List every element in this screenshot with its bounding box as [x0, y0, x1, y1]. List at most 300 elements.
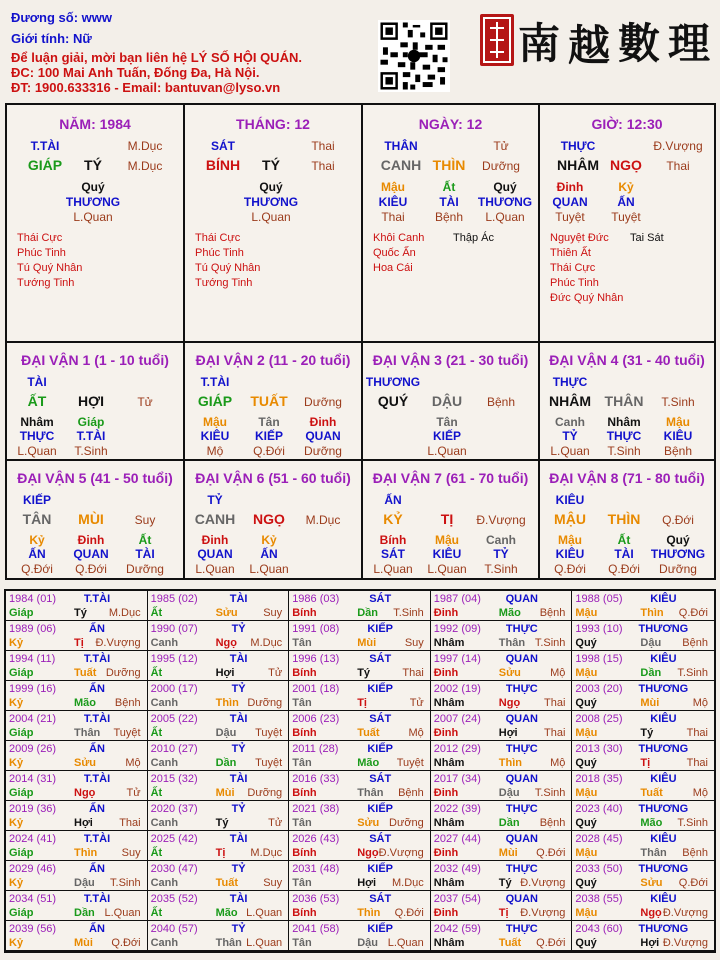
year-stage: Q.Đới: [111, 937, 141, 949]
year-label: 1984 (01): [9, 593, 57, 605]
luck-period-cell: [363, 461, 540, 578]
pillar-top-star: THỰC: [560, 139, 596, 153]
year-stem: Kỷ: [9, 817, 24, 829]
luck-branch: DẬU: [431, 393, 463, 409]
special-star: Tú Quý Nhân: [195, 262, 261, 274]
year-stage: Tử: [126, 787, 141, 799]
year-label: 1993 (10): [575, 623, 623, 635]
phone-email-line[interactable]: ĐT: 1900.633316 - Email: bantuvan@lyso.vn: [11, 80, 281, 95]
year-branch: Dậu: [74, 877, 95, 889]
year-cell: [572, 921, 714, 951]
year-stage: L.Quan: [387, 937, 424, 949]
year-label: 2040 (57): [150, 923, 198, 935]
special-star: Hoa Cái: [373, 262, 413, 274]
year-star: KIẾP: [367, 623, 394, 635]
year-cell: [572, 651, 714, 681]
year-stage: Đ.Vượng: [662, 907, 708, 919]
year-stage: Tử: [268, 817, 283, 829]
year-cell: [431, 711, 573, 741]
year-branch: Mùi: [357, 637, 377, 649]
year-cell: [572, 711, 714, 741]
year-star: TỶ: [231, 923, 246, 935]
year-label: 2039 (56): [9, 923, 57, 935]
year-star: KIẾP: [367, 683, 394, 695]
year-label: 2034 (51): [9, 893, 57, 905]
year-branch: Thìn: [640, 607, 664, 619]
owner-line: Đương số: www: [11, 10, 112, 25]
hidden-stem: Ất: [442, 180, 456, 194]
year-star: ẤN: [89, 743, 105, 755]
pillar-column: [185, 105, 363, 341]
special-star: Phúc Tinh: [195, 247, 244, 259]
year-cell: [6, 621, 148, 651]
year-stem: Canh: [150, 757, 179, 769]
year-branch: Ngọ: [498, 697, 521, 709]
year-star: KIÊU: [650, 653, 677, 665]
year-stage: L.Quan: [246, 937, 283, 949]
year-stem: Canh: [150, 937, 179, 949]
luck-stem: ẤT: [27, 393, 47, 409]
pillar-column: [7, 105, 185, 341]
year-cell: [572, 861, 714, 891]
year-label: 1990 (07): [150, 623, 198, 635]
year-stem: Mậu: [575, 787, 598, 799]
year-stage: Đ.Vượng: [95, 637, 141, 649]
year-branch: Hợi: [640, 937, 660, 949]
year-stage: Thai: [119, 817, 141, 829]
year-stage: Tuyệt: [113, 727, 141, 739]
year-cell: [148, 861, 290, 891]
luck-hidden-stage: Dưỡng: [304, 444, 342, 458]
luck-hidden-stem: Đinh: [201, 533, 229, 547]
year-stem: Kỷ: [9, 697, 24, 709]
year-star: THƯƠNG: [638, 863, 689, 875]
luck-hidden-stem: Nhâm: [607, 415, 641, 429]
luck-stem: GIÁP: [197, 393, 233, 409]
hidden-stage: Bệnh: [434, 210, 464, 224]
year-stem: Nhâm: [433, 757, 465, 769]
pillar-branch: THÌN: [432, 157, 466, 173]
year-star: T.TÀI: [83, 773, 111, 785]
year-cell: [289, 621, 431, 651]
year-branch: Tị: [498, 907, 509, 919]
year-cell: [6, 861, 148, 891]
year-label: 2010 (27): [150, 743, 198, 755]
year-stem: Mậu: [575, 667, 598, 679]
year-cell: [431, 891, 573, 921]
year-stage: Bệnh: [539, 817, 566, 829]
year-star: SÁT: [369, 893, 392, 905]
year-cell: [431, 591, 573, 621]
year-cell: [572, 891, 714, 921]
year-stage: M.Dục: [250, 637, 283, 649]
year-stage: Thai: [543, 727, 566, 739]
luck-hidden-star: THỰC: [19, 429, 55, 443]
year-star: KIẾP: [367, 863, 394, 875]
year-star: T.TÀI: [83, 653, 111, 665]
year-star: TỶ: [231, 623, 246, 635]
luck-hidden-star: ẤN: [260, 547, 278, 561]
year-cell: [289, 921, 431, 951]
year-cell: [289, 801, 431, 831]
year-stage: Đ.Vượng: [520, 907, 566, 919]
year-cell: [148, 681, 290, 711]
year-stage: Tuyệt: [255, 757, 283, 769]
year-stage: Mộ: [692, 787, 708, 799]
year-stage: Tuyệt: [396, 757, 424, 769]
luck-hidden-star: TỶ: [562, 429, 578, 443]
year-branch: Mão: [357, 757, 380, 769]
year-label: 2020 (37): [150, 803, 198, 815]
special-star: Nguyệt Đức: [550, 232, 609, 244]
pillar-stage: Thai: [666, 159, 690, 173]
year-stage: Bệnh: [539, 607, 566, 619]
year-label: 2024 (41): [9, 833, 57, 845]
year-cell: [431, 621, 573, 651]
luck-stem: QUÝ: [377, 393, 409, 409]
pillar-top-star: THÂN: [384, 139, 418, 153]
year-branch: Hợi: [498, 727, 518, 739]
year-branch: Thìn: [215, 697, 239, 709]
luck-stem: MẬU: [554, 511, 586, 527]
year-star: THỰC: [505, 803, 538, 815]
year-star: TÀI: [229, 893, 248, 905]
year-cell: [431, 801, 573, 831]
pillar-top-stage: Thai: [311, 139, 335, 153]
year-branch: Hợi: [74, 817, 93, 829]
luck-period-title: ĐẠI VẬN 4 (31 - 40 tuổi): [549, 352, 705, 368]
luck-period-cell: [363, 343, 540, 461]
luck-star: TÀI: [27, 375, 47, 389]
year-stage: Q.Đới: [678, 607, 708, 619]
year-branch: Thân: [74, 727, 101, 739]
year-branch: Tuất: [498, 937, 522, 949]
luck-stage: T.Sinh: [661, 395, 695, 409]
year-stage: Mộ: [550, 757, 566, 769]
year-star: T.TÀI: [83, 713, 111, 725]
year-cell: [6, 801, 148, 831]
year-cell: [6, 831, 148, 861]
year-stem: Ất: [150, 787, 163, 799]
luck-hidden-star: QUAN: [305, 429, 341, 443]
pillar-title: NĂM: 1984: [59, 116, 131, 132]
year-stage: T.Sinh: [534, 787, 566, 799]
year-cell: [148, 921, 290, 951]
year-cell: [289, 591, 431, 621]
year-cell: [148, 621, 290, 651]
year-cell: [289, 891, 431, 921]
year-branch: Sửu: [640, 877, 663, 889]
year-label: 2014 (31): [9, 773, 57, 785]
year-label: 1992 (09): [433, 623, 481, 635]
annual-years-table: [4, 589, 716, 953]
hidden-stem: Mậu: [381, 180, 405, 194]
year-star: THỰC: [505, 683, 538, 695]
luck-stage: Suy: [134, 513, 156, 527]
year-branch: Dần: [215, 757, 237, 769]
luck-stem: NHÂM: [549, 393, 591, 409]
year-stem: Ất: [150, 907, 163, 919]
year-branch: Mùi: [640, 697, 660, 709]
year-star: THỰC: [505, 923, 538, 935]
year-cell: [289, 651, 431, 681]
year-branch: Tuất: [215, 877, 238, 889]
year-branch: Ngọ: [74, 787, 96, 799]
luck-hidden-stem: Đinh: [77, 533, 105, 547]
luck-hidden-stage: L.Quan: [195, 562, 235, 576]
year-branch: Tý: [74, 607, 87, 619]
pillar-top-stage: Đ.Vượng: [653, 139, 703, 153]
year-star: QUAN: [505, 653, 538, 665]
year-cell: [6, 741, 148, 771]
luck-period-cell: [540, 461, 714, 578]
hidden-stem: Kỷ: [618, 180, 634, 194]
year-star: SÁT: [369, 713, 392, 725]
hidden-stage: L.Quan: [73, 210, 113, 224]
special-star-right: Thập Ác: [453, 232, 494, 244]
year-cell: [289, 741, 431, 771]
year-star: KIÊU: [650, 893, 677, 905]
year-cell: [431, 741, 573, 771]
year-branch: Mùi: [498, 847, 518, 859]
pillar-stem: NHÂM: [557, 157, 599, 173]
year-star: KIÊU: [650, 593, 677, 605]
year-label: 2026 (43): [292, 833, 340, 845]
luck-hidden-stage: Q.Đới: [608, 562, 640, 576]
year-stem: Bính: [292, 607, 317, 619]
luck-stage: Bệnh: [486, 395, 516, 409]
year-label: 2006 (23): [292, 713, 340, 725]
luck-hidden-stage: L.Quan: [427, 444, 467, 458]
luck-hidden-star: THỰC: [606, 429, 642, 443]
hidden-stem: Quý: [81, 180, 105, 194]
luck-hidden-stage: Dưỡng: [659, 562, 697, 576]
year-stage: Q.Đới: [536, 937, 566, 949]
year-label: 2043 (60): [575, 923, 623, 935]
year-branch: Tuất: [640, 787, 663, 799]
luck-hidden-stem: Ất: [138, 533, 152, 547]
year-stage: Mộ: [408, 727, 424, 739]
year-star: ẤN: [89, 623, 105, 635]
year-stem: Bính: [292, 907, 317, 919]
year-stem: Kỷ: [9, 757, 24, 769]
special-star: Thái Cực: [195, 232, 241, 244]
year-star: KIÊU: [650, 773, 677, 785]
hidden-star: TÀI: [439, 195, 459, 209]
year-cell: [6, 891, 148, 921]
year-cell: [431, 831, 573, 861]
year-stage: Đ.Vượng: [520, 877, 566, 889]
year-stem: Quý: [575, 637, 597, 649]
year-stem: Tân: [292, 937, 312, 949]
year-label: 2001 (18): [292, 683, 340, 695]
year-cell: [148, 711, 290, 741]
year-star: THƯƠNG: [638, 623, 689, 635]
year-stem: Tân: [292, 877, 312, 889]
year-star: THƯƠNG: [638, 923, 689, 935]
luck-hidden-stem: Mậu: [435, 533, 459, 547]
year-branch: Dậu: [357, 937, 378, 949]
luck-period-title: ĐẠI VẬN 6 (51 - 60 tuổi): [195, 470, 351, 486]
year-stage: Q.Đới: [394, 907, 424, 919]
year-stage: Bệnh: [398, 787, 424, 799]
year-stem: Ất: [150, 727, 163, 739]
luck-hidden-stage: Q.Đới: [253, 444, 285, 458]
year-branch: Mão: [74, 697, 96, 709]
pillar-title: THÁNG: 12: [236, 116, 310, 132]
year-branch: Thìn: [498, 757, 523, 769]
year-stem: Kỷ: [9, 937, 24, 949]
special-star: Phúc Tinh: [550, 277, 599, 289]
year-stem: Mậu: [575, 727, 598, 739]
year-cell: [289, 681, 431, 711]
hidden-stage: L.Quan: [251, 210, 291, 224]
year-label: 2037 (54): [433, 893, 481, 905]
year-stem: Tân: [292, 817, 312, 829]
year-cell: [572, 801, 714, 831]
luck-stage: M.Dục: [305, 513, 341, 527]
year-branch: Dần: [357, 607, 378, 619]
year-stage: T.Sinh: [677, 667, 708, 679]
luck-hidden-stage: T.Sinh: [484, 562, 518, 576]
luck-branch: HỢI: [78, 393, 104, 409]
luck-hidden-stage: L.Quan: [17, 444, 57, 458]
year-cell: [431, 861, 573, 891]
luck-hidden-stem: Mậu: [666, 415, 690, 429]
year-label: 2003 (20): [575, 683, 623, 695]
year-star: ẤN: [89, 683, 105, 695]
year-stem: Đinh: [433, 607, 459, 619]
svg-text:理: 理: [668, 19, 711, 68]
luck-hidden-star: TÀI: [614, 547, 634, 561]
qr-code-icon: [378, 20, 450, 92]
year-stage: T.Sinh: [110, 877, 141, 889]
pillar-branch: NGỌ: [610, 157, 642, 173]
year-branch: Dậu: [215, 727, 237, 739]
luck-hidden-star: KIẾP: [254, 429, 283, 443]
year-stem: Đinh: [433, 727, 459, 739]
luck-hidden-stage: T.Sinh: [607, 444, 641, 458]
luck-period-title: ĐẠI VẬN 3 (21 - 30 tuổi): [372, 352, 529, 368]
year-label: 2008 (25): [575, 713, 623, 725]
year-stage: Bệnh: [682, 637, 708, 649]
hidden-stem: Quý: [259, 180, 283, 194]
year-stem: Đinh: [433, 907, 459, 919]
year-label: 2041 (58): [292, 923, 340, 935]
luck-hidden-stage: Q.Đới: [75, 562, 107, 576]
luck-star: THƯƠNG: [365, 375, 421, 389]
year-branch: Tị: [215, 847, 226, 859]
year-branch: Thân: [357, 787, 384, 799]
year-stem: Canh: [150, 637, 179, 649]
pillar-top-star: SÁT: [211, 139, 235, 153]
year-cell: [6, 711, 148, 741]
year-label: 2017 (34): [433, 773, 481, 785]
luck-star: KIẾP: [22, 493, 51, 507]
pillar-top-stage: Tử: [493, 139, 509, 153]
year-star: SÁT: [369, 773, 392, 785]
year-branch: Dậu: [640, 637, 662, 649]
luck-star: THỰC: [552, 375, 588, 389]
year-label: 2000 (17): [150, 683, 198, 695]
year-star: TÀI: [229, 653, 248, 665]
year-star: QUAN: [505, 833, 538, 845]
luck-hidden-stem: Đinh: [309, 415, 337, 429]
year-stem: Quý: [575, 757, 597, 769]
gender-line: Giới tính: Nữ: [11, 31, 92, 46]
year-label: 2029 (46): [9, 863, 57, 875]
year-stem: Quý: [575, 937, 597, 949]
year-label: 2004 (21): [9, 713, 57, 725]
year-branch: Tý: [357, 667, 371, 679]
year-stem: Bính: [292, 787, 317, 799]
year-label: 1999 (16): [9, 683, 57, 695]
pillar-top-stage: M.Dục: [127, 139, 163, 153]
special-star: Khôi Canh: [373, 232, 425, 244]
year-star: ẤN: [89, 923, 105, 935]
year-stem: Canh: [150, 877, 179, 889]
year-label: 2015 (32): [150, 773, 198, 785]
year-label: 2030 (47): [150, 863, 198, 875]
year-star: TỶ: [231, 863, 246, 875]
pillar-stage: Dưỡng: [482, 159, 520, 173]
year-stem: Giáp: [9, 607, 34, 619]
year-label: 2007 (24): [433, 713, 481, 725]
luck-branch: TỊ: [440, 511, 454, 527]
luck-hidden-stem: Ất: [617, 533, 631, 547]
special-star: Thái Cực: [550, 262, 596, 274]
year-cell: [6, 651, 148, 681]
luck-hidden-stem: Mậu: [203, 415, 227, 429]
year-star: ẤN: [89, 863, 105, 875]
luck-hidden-stem: Quý: [666, 533, 690, 547]
year-branch: Sửu: [215, 607, 238, 619]
year-cell: [289, 861, 431, 891]
luck-hidden-stage: Q.Đới: [554, 562, 586, 576]
year-stem: Nhâm: [433, 877, 465, 889]
luck-hidden-star: KIÊU: [663, 429, 693, 443]
pillar-column: [363, 105, 540, 341]
year-stem: Kỷ: [9, 637, 24, 649]
luck-hidden-stem: Giáp: [77, 415, 105, 429]
year-label: 2013 (30): [575, 743, 623, 755]
luck-hidden-star: THƯƠNG: [650, 547, 706, 561]
pillar-stem: BÍNH: [205, 157, 241, 173]
year-stem: Tân: [292, 757, 312, 769]
year-branch: Thân: [215, 937, 242, 949]
year-cell: [572, 741, 714, 771]
year-branch: Dần: [74, 907, 95, 919]
year-branch: Tý: [498, 877, 512, 889]
special-star-right: Tai Sát: [630, 232, 664, 244]
year-branch: Sửu: [498, 667, 521, 679]
luck-period-title: ĐẠI VẬN 7 (61 - 70 tuổi): [372, 470, 529, 486]
luck-hidden-stem: Kỷ: [261, 533, 277, 547]
luck-branch: THÌN: [607, 511, 641, 527]
year-stage: Suy: [121, 847, 141, 859]
year-stage: Bệnh: [682, 847, 708, 859]
luck-hidden-star: SÁT: [381, 547, 405, 561]
luck-hidden-stage: L.Quan: [373, 562, 413, 576]
special-star: Phúc Tinh: [17, 247, 66, 259]
luck-star: TỶ: [207, 493, 223, 507]
luck-hidden-stage: Dưỡng: [126, 562, 164, 576]
pillar-branch: TÝ: [262, 157, 280, 173]
year-stem: Ất: [150, 847, 163, 859]
luck-star: T.TÀI: [200, 375, 230, 389]
year-stage: Dưỡng: [105, 667, 141, 679]
year-stage: Suy: [404, 637, 424, 649]
